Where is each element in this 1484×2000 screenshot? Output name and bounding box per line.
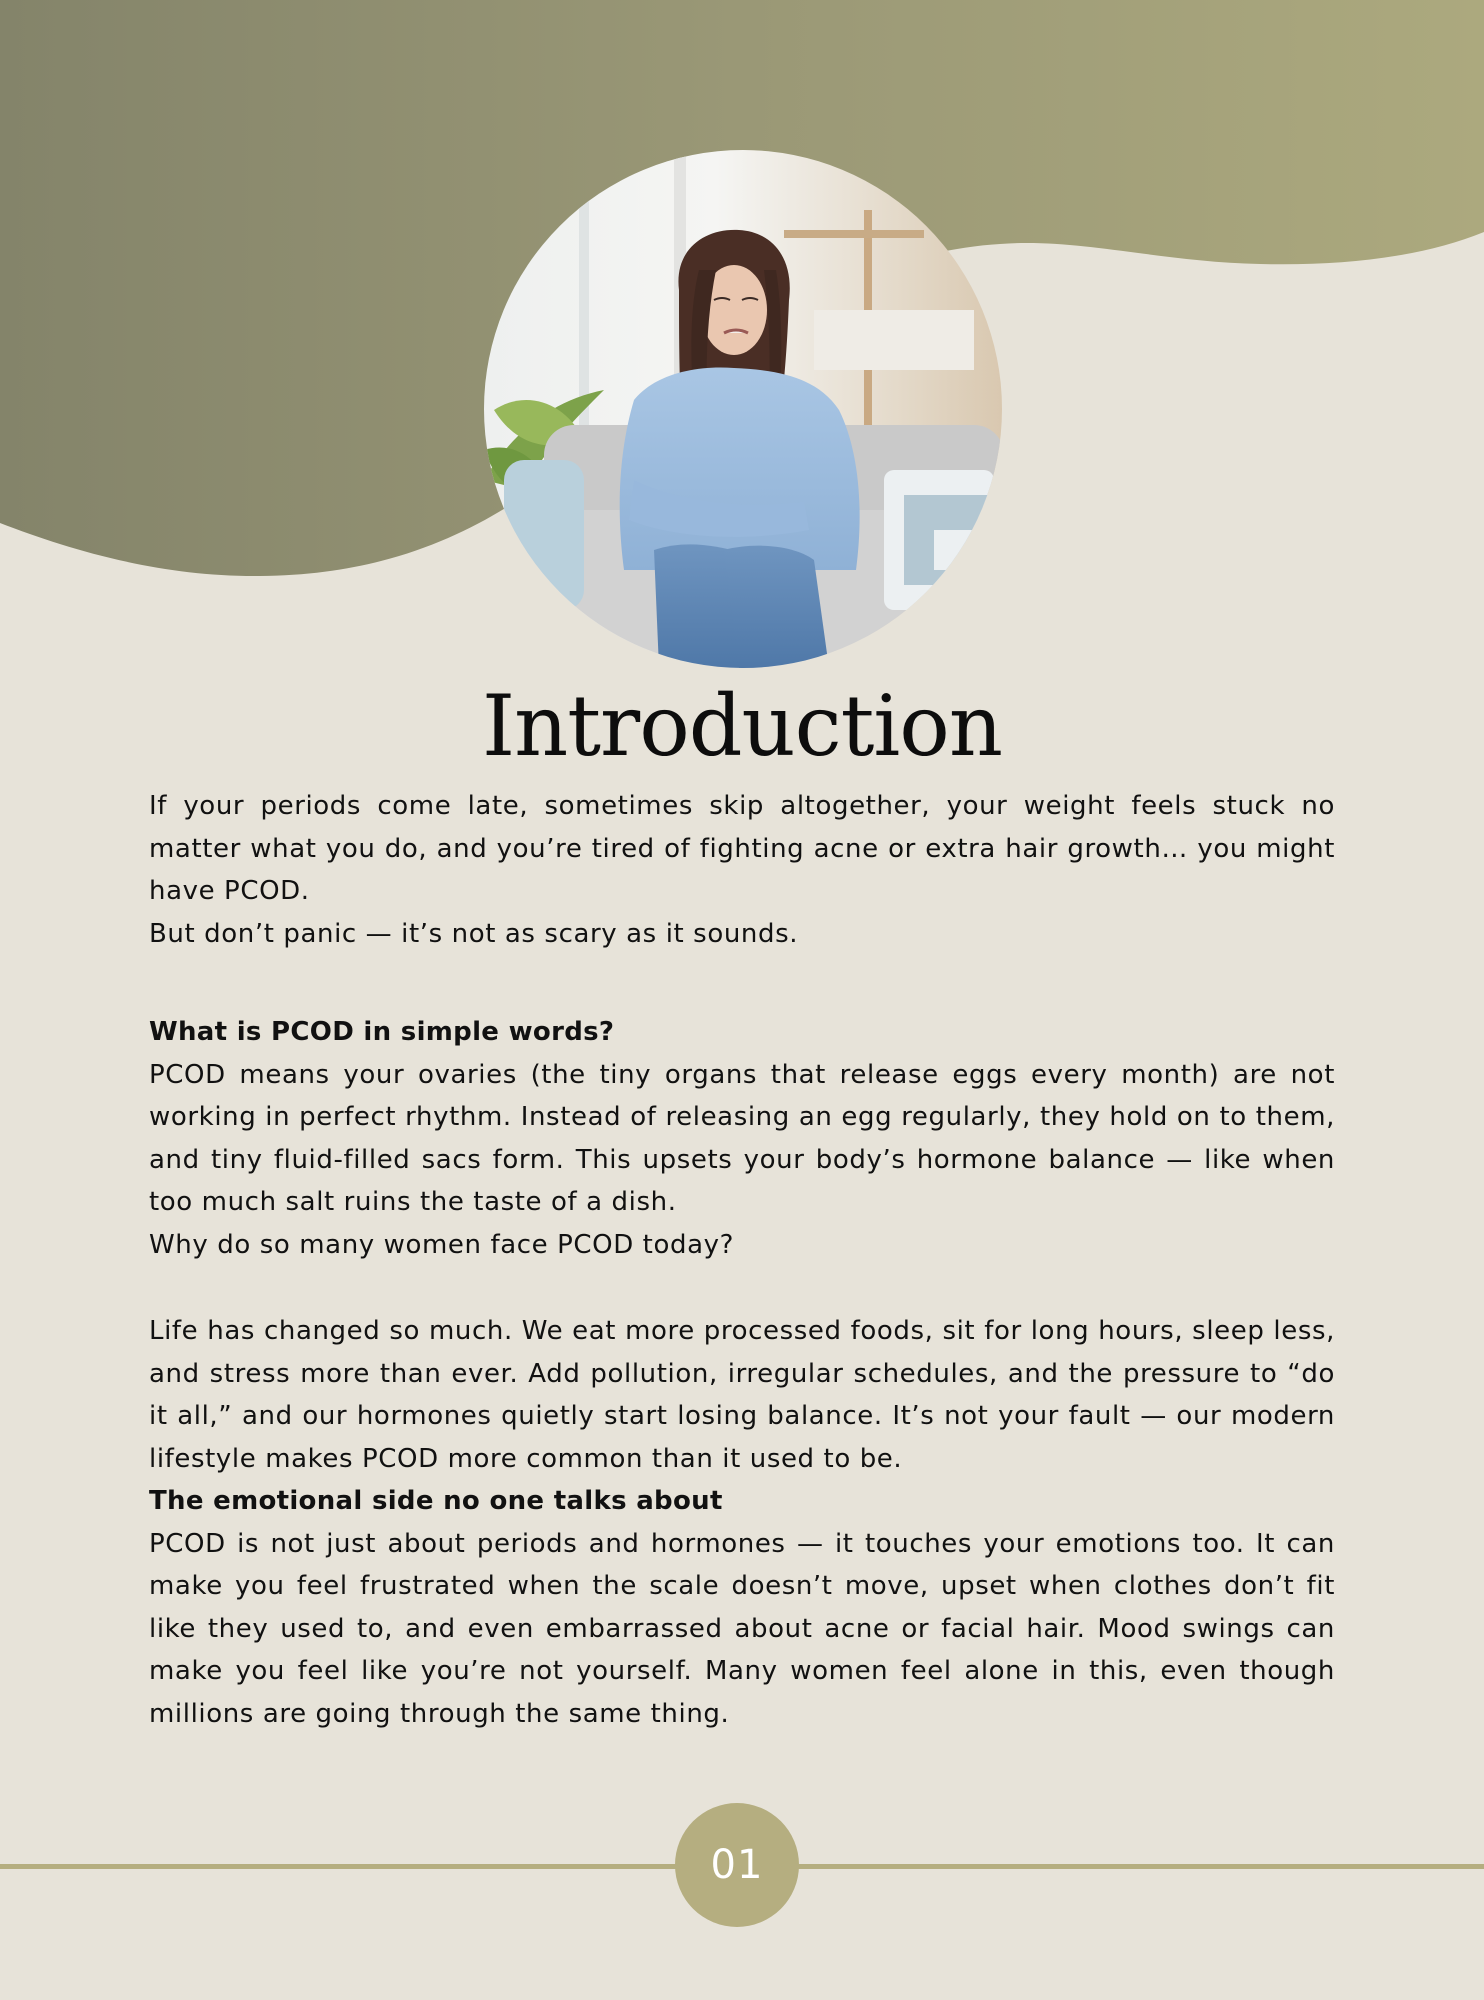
- section-body-what-is-pcod: PCOD means your ovaries (the tiny organs that release eggs every month) are not working in perfect rhythm. Instead of releasing an egg regularly, they hold on to them, and tiny fluid-filled sacs form. This upsets your body’s hormone balance — like when too much salt ruins the taste of a dish.: [149, 1059, 1335, 1217]
- page-number: 01: [710, 1842, 764, 1888]
- section-body-emotional-side: PCOD is not just about periods and hormones — it touches your emotions too. It can make you feel frustrated when the scale doesn’t move, upset when clothes don’t fit like they used to, and even embarrassed about acne or facial hair. Mood swings can make you feel like you’re not yourself. Many women feel alone in this, even though millions are going through the same thing.: [149, 1528, 1335, 1729]
- page-number-badge: [675, 1803, 799, 1927]
- section-subheading-why-pcod: Why do so many women face PCOD today?: [149, 1229, 735, 1260]
- spacer: [149, 1266, 1335, 1310]
- hero-photo: [484, 150, 1002, 668]
- intro-paragraph: If your periods come late, sometimes skip altogether, your weight feels stuck no matter what you do, and you’re tired of fighting acne or extra hair growth… you might have PCOD.: [149, 791, 1335, 906]
- page-title: Introduction: [482, 677, 1002, 775]
- article-body: [149, 785, 1335, 1735]
- section-heading-emotional-side: The emotional side no one talks about: [149, 1486, 723, 1516]
- section-heading-what-is-pcod: What is PCOD in simple words?: [149, 1017, 615, 1047]
- spacer: [149, 955, 1335, 1011]
- intro-reassurance: But don’t panic — it’s not as scary as it sounds.: [149, 918, 799, 949]
- woman-with-stomach-pain-illustration: [484, 150, 1002, 668]
- section-body-why-pcod: Life has changed so much. We eat more processed foods, sit for long hours, sleep less, and stress more than ever. Add pollution, irregular schedules, and the pressure to “do it all,” and our hormones quietly start losing balance. It’s not your fault — our modern lifestyle makes PCOD more common than it used to be.: [149, 1316, 1335, 1474]
